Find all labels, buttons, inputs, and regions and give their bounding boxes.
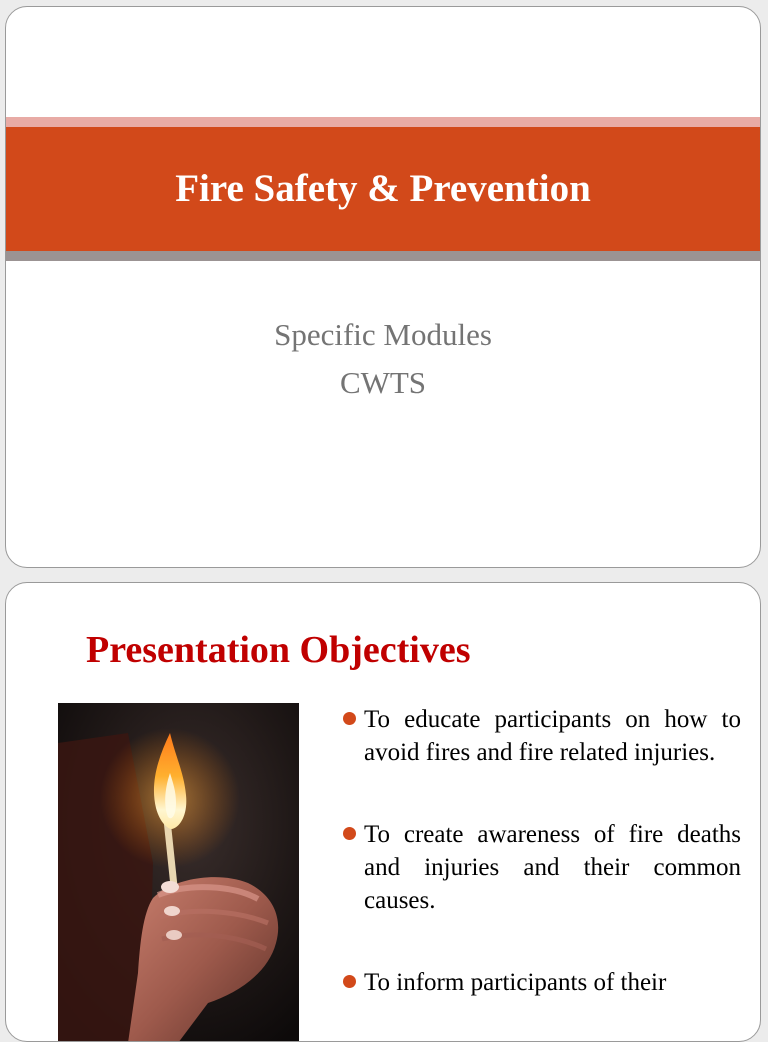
bullet-icon bbox=[343, 827, 356, 840]
list-item bbox=[341, 818, 741, 917]
accent-stripe-bottom bbox=[6, 251, 760, 261]
slide-title: Fire Safety & Prevention bbox=[175, 167, 591, 210]
list-item bbox=[341, 703, 741, 769]
bullet-text: To create awareness of fire deaths and injuries and their common causes. bbox=[364, 821, 741, 914]
bullet-text: To inform participants of their bbox=[364, 969, 667, 996]
bullet-icon bbox=[343, 975, 356, 988]
accent-stripe-top bbox=[6, 117, 760, 127]
bullet-icon bbox=[343, 712, 356, 725]
slide-heading: Presentation Objectives bbox=[86, 629, 471, 671]
bullet-text: To educate participants on how to avoid fires and fire related injuries. bbox=[364, 706, 741, 766]
objectives-list bbox=[341, 703, 741, 1042]
objectives-slide bbox=[5, 582, 761, 1042]
lit-match-photo bbox=[58, 703, 299, 1042]
title-slide bbox=[5, 6, 761, 568]
subtitle-line-1: Specific Modules bbox=[274, 317, 492, 352]
list-item bbox=[341, 966, 741, 999]
subtitle-line-2: CWTS bbox=[339, 365, 427, 400]
